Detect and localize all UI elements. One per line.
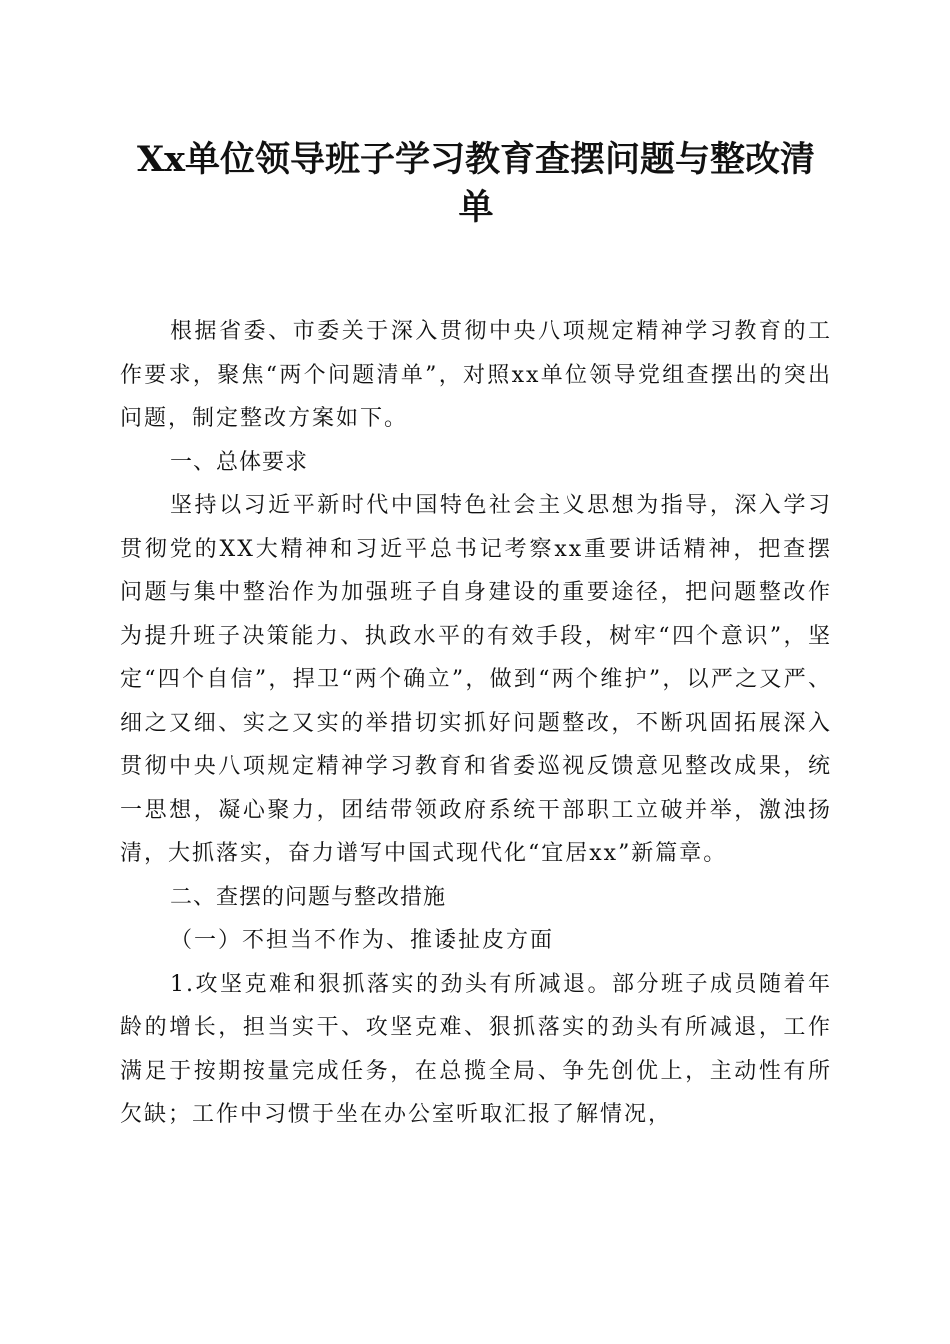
section-heading-overall-requirements: 一、总体要求 [170, 449, 309, 475]
document-title [100, 136, 852, 232]
subsection-heading-1: （一）不担当不作为、推诿扯皮方面 [170, 928, 555, 953]
intro-paragraph: 根据省委、市委关于深入贯彻中央八项规定精神学习教育的工作要求，聚焦“两个问题清单”，对照xx单位领导党组查摆出的突出问题，制定整改方案如下。 [120, 319, 832, 431]
problem-item-1: 1.攻坚克难和狠抓落实的劲头有所减退。部分班子成员随着年龄的增长，担当实干、攻坚克难、狠抓落实的劲头有所减退，工作满足于按期按量完成任务，在总揽全局、争先创优上，主动性有所欠缺；工作中习惯于坐在办公室听取汇报了解情况， [120, 971, 832, 1127]
title-line-1: Xx单位领导班子学习教育查摆问题与整改清 [136, 139, 816, 180]
document-page [120, 136, 832, 1137]
title-line-2: 单 [458, 187, 494, 228]
document-body [120, 310, 832, 1137]
section-heading-problems-and-measures: 二、查摆的问题与整改措施 [170, 884, 447, 910]
overall-requirements-paragraph: 坚持以习近平新时代中国特色社会主义思想为指导，深入学习贯彻党的XX大精神和习近平总书记考察xx重要讲话精神，把查摆问题与集中整治作为加强班子自身建设的重要途径，把问题整改作为提升班子决策能力、执政水平的有效手段，树牢“四个意识”，坚定“四个自信”，捍卫“两个确立”，做到“两个维护”，以严之又严、细之又细、实之又实的举措切实抓好问题整改，不断巩固拓展深入贯彻中央八项规定精神学习教育和省委巡视反馈意见整改成果，统一思想，凝心聚力，团结带领政府系统干部职工立破并举，激浊扬清，大抓落实，奋力谱写中国式现代化“宜居xx”新篇章。 [120, 493, 832, 866]
